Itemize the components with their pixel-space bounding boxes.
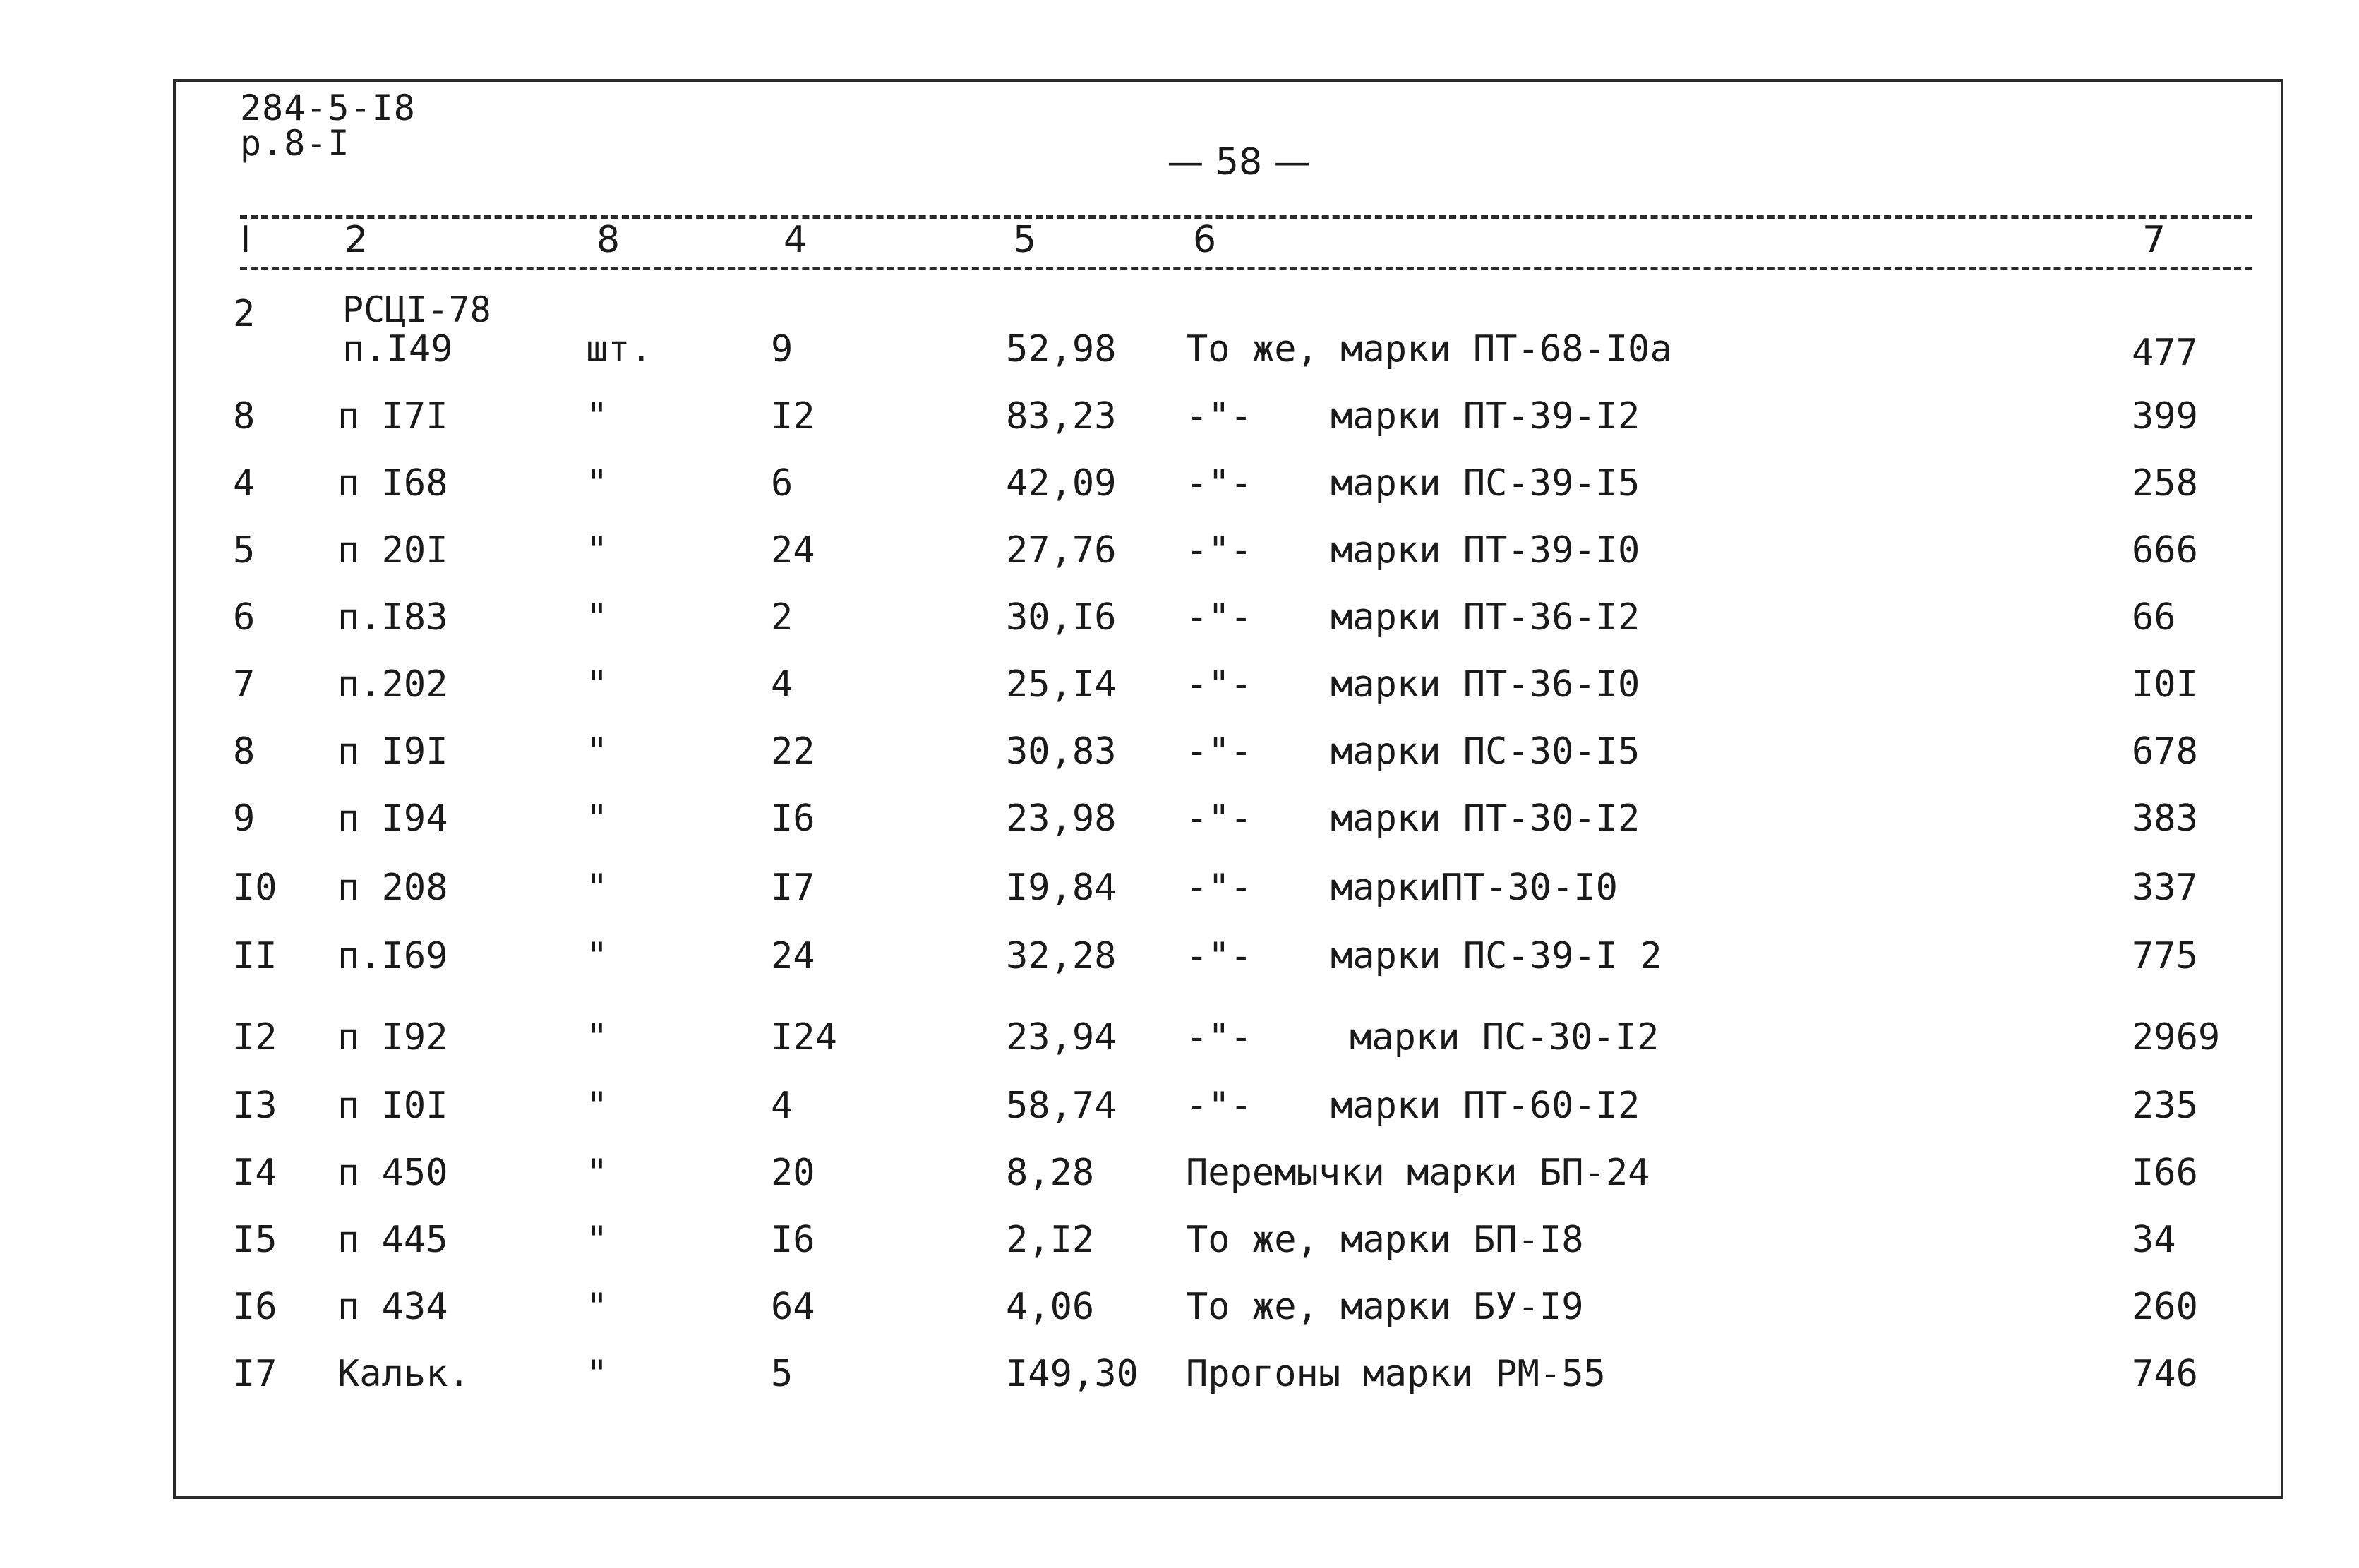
row-description: -"- <box>1186 867 1252 909</box>
row-unit: " <box>586 1219 608 1261</box>
row-quantity: I2 <box>771 395 815 438</box>
row-unit: " <box>586 663 608 706</box>
row-price: 58,74 <box>1006 1085 1117 1127</box>
table-row <box>0 395 2359 459</box>
document-code <box>240 88 416 164</box>
row-description-mark: марки ПС-39-I 2 <box>1331 935 1662 977</box>
row-description: -"- <box>1186 395 1252 438</box>
row-unit: " <box>586 730 608 773</box>
row-description-mark: марки ПТ-60-I2 <box>1331 1085 1640 1127</box>
row-price: 32,28 <box>1006 935 1117 977</box>
row-price: 23,98 <box>1006 797 1117 840</box>
row-unit: " <box>586 1085 608 1127</box>
row-price: 2,I2 <box>1006 1219 1095 1261</box>
row-price: 83,23 <box>1006 395 1117 438</box>
row-unit: " <box>586 1016 608 1059</box>
column-header-5: 5 <box>1013 219 1037 261</box>
row-description-mark: марки ПТ-39-I0 <box>1331 529 1640 572</box>
row-total: 34 <box>2132 1219 2176 1261</box>
row-quantity: I7 <box>771 867 815 909</box>
row-reference-source: РСЦI-78 <box>342 289 491 330</box>
row-reference: п.I83 <box>337 596 448 639</box>
row-reference: п I92 <box>337 1016 448 1059</box>
row-number: II <box>233 935 277 977</box>
row-number: 7 <box>233 663 256 706</box>
row-description: -"- <box>1186 462 1252 505</box>
row-description-mark: маркиПТ-30-I0 <box>1331 867 1618 909</box>
row-number: I3 <box>233 1085 277 1127</box>
row-total: 399 <box>2132 395 2198 438</box>
row-unit: " <box>586 935 608 977</box>
table-row <box>0 462 2359 526</box>
row-unit: шт. <box>586 328 652 370</box>
row-unit: " <box>586 867 608 909</box>
row-total: I0I <box>2132 663 2198 706</box>
row-quantity: I6 <box>771 797 815 840</box>
row-quantity: 4 <box>771 1085 793 1127</box>
row-reference: Кальк. <box>337 1353 470 1395</box>
row-description: -"- <box>1186 1016 1252 1059</box>
row-description-mark: марки ПТ-39-I2 <box>1331 395 1640 438</box>
table-row <box>0 663 2359 727</box>
table-row <box>0 797 2359 861</box>
table-row <box>0 596 2359 660</box>
row-price: 25,I4 <box>1006 663 1117 706</box>
row-description-mark: марки ПТ-30-I2 <box>1331 797 1640 840</box>
table-row <box>0 935 2359 999</box>
table-row <box>0 1219 2359 1282</box>
row-number: I6 <box>233 1286 277 1328</box>
row-price: I9,84 <box>1006 867 1117 909</box>
row-description: Прогоны марки РМ-55 <box>1186 1353 1606 1395</box>
row-total: 260 <box>2132 1286 2198 1328</box>
row-quantity: 22 <box>771 730 815 773</box>
row-total: I66 <box>2132 1152 2198 1194</box>
row-number: I0 <box>233 867 277 909</box>
column-header-2: 2 <box>344 219 368 261</box>
row-quantity: 5 <box>771 1353 793 1395</box>
row-total: 666 <box>2132 529 2198 572</box>
row-number: 2 <box>233 293 256 335</box>
row-price: 42,09 <box>1006 462 1117 505</box>
row-unit: " <box>586 1353 608 1395</box>
header-rule-top <box>240 215 2252 219</box>
row-quantity: 64 <box>771 1286 815 1328</box>
row-total: 775 <box>2132 935 2198 977</box>
table-row <box>0 529 2359 593</box>
row-reference: п.202 <box>337 663 448 706</box>
row-description: -"- <box>1186 935 1252 977</box>
row-quantity: 2 <box>771 596 793 639</box>
column-header-6: 6 <box>1193 219 1217 261</box>
page-number: — 58 — <box>1167 141 1311 183</box>
column-header-7: 7 <box>2142 219 2166 261</box>
table-row <box>0 730 2359 794</box>
row-description: -"- <box>1186 663 1252 706</box>
row-description-mark: марки ПС-30-I5 <box>1331 730 1640 773</box>
row-reference: п.I69 <box>337 935 448 977</box>
row-total: 2969 <box>2132 1016 2221 1059</box>
row-total: 477 <box>2132 332 2198 374</box>
row-number: 6 <box>233 596 256 639</box>
column-header-1: I <box>240 219 251 261</box>
row-description-mark: марки ПТ-36-I0 <box>1331 663 1640 706</box>
row-total: 746 <box>2132 1353 2198 1395</box>
row-unit: " <box>586 1152 608 1194</box>
row-quantity: I24 <box>771 1016 837 1059</box>
table-row <box>0 1152 2359 1215</box>
row-number: 5 <box>233 529 256 572</box>
row-reference: п I68 <box>337 462 448 505</box>
row-quantity: 20 <box>771 1152 815 1194</box>
column-header-4: 4 <box>784 219 808 261</box>
row-number: 9 <box>233 797 256 840</box>
row-description: -"- <box>1186 730 1252 773</box>
row-description-mark: марки ПС-39-I5 <box>1331 462 1640 505</box>
row-description: То же, марки ПТ-68-I0а <box>1186 328 1672 370</box>
table-row <box>0 1085 2359 1148</box>
row-price: 4,06 <box>1006 1286 1095 1328</box>
table-row <box>0 1353 2359 1416</box>
row-description: -"- <box>1186 1085 1252 1127</box>
row-number: 8 <box>233 730 256 773</box>
row-reference: п 20I <box>337 529 448 572</box>
row-description-mark: марки ПТ-36-I2 <box>1331 596 1640 639</box>
row-quantity: 24 <box>771 529 815 572</box>
row-description: То же, марки БУ-I9 <box>1186 1286 1584 1328</box>
row-unit: " <box>586 529 608 572</box>
row-price: 52,98 <box>1006 328 1117 370</box>
row-number: I5 <box>233 1219 277 1261</box>
row-price: 27,76 <box>1006 529 1117 572</box>
row-reference: п 445 <box>337 1219 448 1261</box>
row-unit: " <box>586 1286 608 1328</box>
row-number: 8 <box>233 395 256 438</box>
table-row <box>0 1286 2359 1349</box>
table-row <box>0 289 2359 392</box>
row-price: 23,94 <box>1006 1016 1117 1059</box>
row-unit: " <box>586 462 608 505</box>
row-price: I49,30 <box>1006 1353 1139 1395</box>
row-total: 258 <box>2132 462 2198 505</box>
row-quantity: 9 <box>771 328 793 370</box>
row-number: I2 <box>233 1016 277 1059</box>
row-total: 383 <box>2132 797 2198 840</box>
row-quantity: 4 <box>771 663 793 706</box>
row-total: 235 <box>2132 1085 2198 1127</box>
row-quantity: I6 <box>771 1219 815 1261</box>
row-price: 8,28 <box>1006 1152 1095 1194</box>
row-description: -"- <box>1186 596 1252 639</box>
row-reference: п 434 <box>337 1286 448 1328</box>
table-row <box>0 867 2359 930</box>
row-quantity: 24 <box>771 935 815 977</box>
document-code-line-1: 284-5-I8 <box>240 88 416 128</box>
row-number: I7 <box>233 1353 277 1395</box>
row-total: 678 <box>2132 730 2198 773</box>
row-unit: " <box>586 395 608 438</box>
row-reference: п 450 <box>337 1152 448 1194</box>
header-rule-bottom <box>240 267 2252 270</box>
column-header-3: 8 <box>596 219 620 261</box>
row-reference: п I94 <box>337 797 448 840</box>
row-price: 30,83 <box>1006 730 1117 773</box>
row-description: Перемычки марки БП-24 <box>1186 1152 1650 1194</box>
row-description: -"- <box>1186 797 1252 840</box>
row-number: 4 <box>233 462 256 505</box>
row-quantity: 6 <box>771 462 793 505</box>
row-reference: п 208 <box>337 867 448 909</box>
document-code-line-2: р.8-I <box>240 123 350 164</box>
row-reference: п I9I <box>337 730 448 773</box>
row-reference: п.I49 <box>342 328 453 370</box>
row-reference: п I7I <box>337 395 448 438</box>
table-row <box>0 1016 2359 1080</box>
row-description: То же, марки БП-I8 <box>1186 1219 1584 1261</box>
row-reference: п I0I <box>337 1085 448 1127</box>
row-number: I4 <box>233 1152 277 1194</box>
row-total: 66 <box>2132 596 2176 639</box>
row-unit: " <box>586 596 608 639</box>
row-total: 337 <box>2132 867 2198 909</box>
row-unit: " <box>586 797 608 840</box>
row-description: -"- <box>1186 529 1252 572</box>
row-description-mark: марки ПС-30-I2 <box>1350 1016 1659 1059</box>
row-price: 30,I6 <box>1006 596 1117 639</box>
